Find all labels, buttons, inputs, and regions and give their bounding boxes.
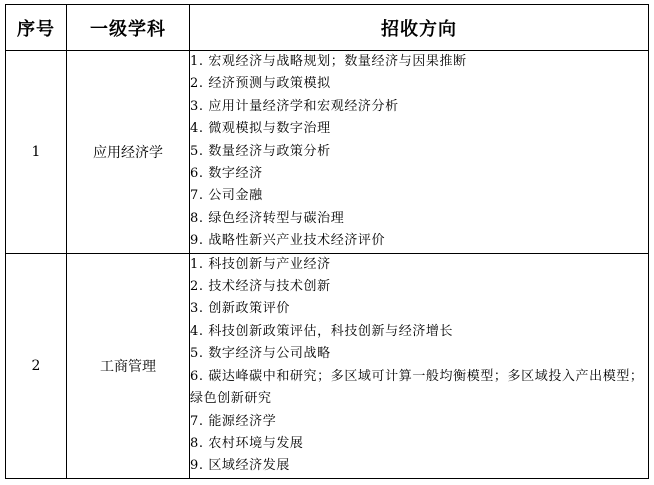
row-directions <box>190 253 649 478</box>
direction-item: 5. 数量经济与政策分析 <box>190 143 331 159</box>
direction-item: 1. 宏观经济与战略规划；数量经济与因果推断 <box>190 54 467 69</box>
admissions-table <box>5 4 649 479</box>
direction-item: 9. 战略性新兴产业技术经济评价 <box>190 233 386 249</box>
direction-list <box>190 254 648 478</box>
table-row <box>6 51 649 254</box>
direction-list <box>190 51 648 253</box>
row-directions <box>190 51 649 254</box>
direction-item: 5. 数字经济与公司战略 <box>190 346 331 362</box>
direction-item: 6. 碳达峰碳中和研究；多区域可计算一般均衡模型；多区域投入产出模型；绿色创新研究 <box>190 368 644 407</box>
direction-item: 9. 区域经济发展 <box>190 458 290 474</box>
direction-item: 4. 科技创新政策评估，科技创新与经济增长 <box>190 323 454 339</box>
header-subject: 一级学科 <box>67 5 190 51</box>
header-number: 序号 <box>6 5 67 51</box>
direction-item: 6. 数字经济 <box>190 166 263 182</box>
direction-item: 2. 技术经济与技术创新 <box>190 279 331 295</box>
direction-item: 8. 农村环境与发展 <box>190 435 304 451</box>
row-subject: 工商管理 <box>67 253 190 478</box>
table-row <box>6 253 649 478</box>
direction-item: 2. 经济预测与政策模拟 <box>190 76 331 92</box>
header-directions: 招收方向 <box>190 5 649 51</box>
direction-item: 7. 公司金融 <box>190 188 263 204</box>
direction-item: 1. 科技创新与产业经济 <box>190 256 331 272</box>
header-row <box>6 5 649 51</box>
direction-item: 4. 微观模拟与数字治理 <box>190 121 331 137</box>
row-number: 2 <box>6 253 67 478</box>
direction-item: 7. 能源经济学 <box>190 413 277 429</box>
direction-item: 8. 绿色经济转型与碳治理 <box>190 210 345 226</box>
row-subject: 应用经济学 <box>67 51 190 254</box>
direction-item: 3. 应用计量经济学和宏观经济分析 <box>190 98 399 114</box>
direction-item: 3. 创新政策评价 <box>190 301 290 317</box>
row-number: 1 <box>6 51 67 254</box>
